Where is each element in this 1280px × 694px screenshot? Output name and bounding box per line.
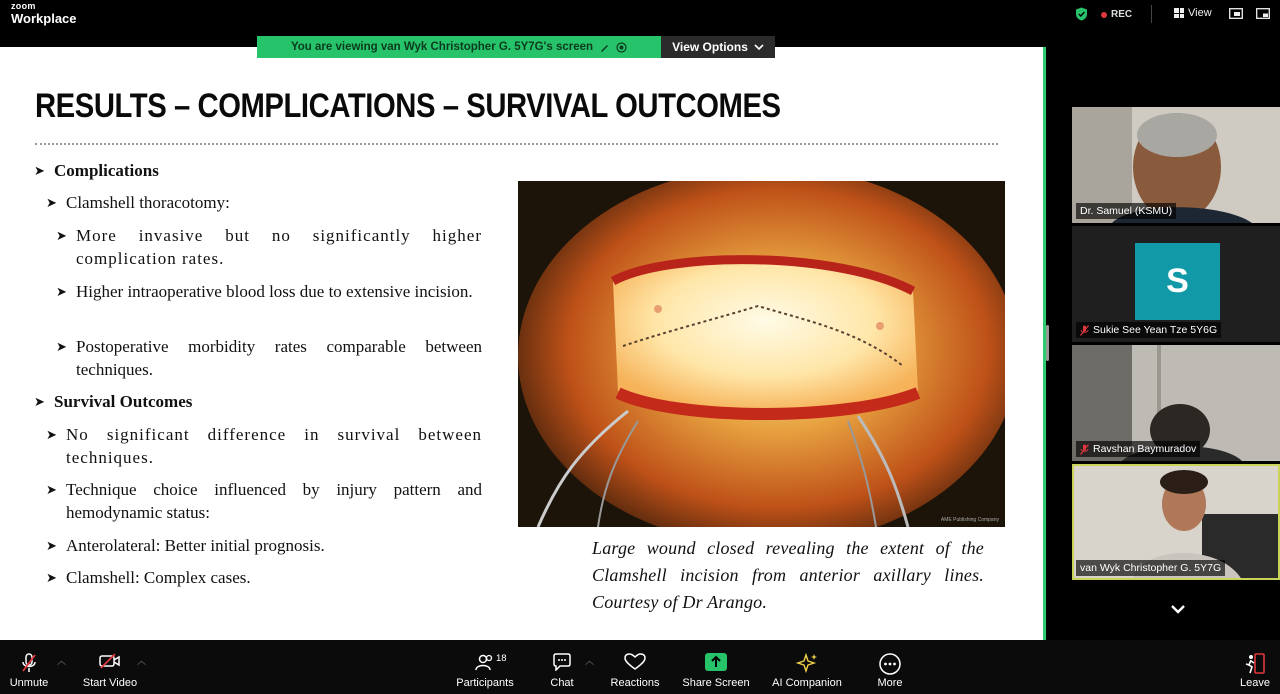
bullet-item: ➤ More invasive but no significantly higher complication rates. (56, 226, 482, 268)
brand-bottom: Workplace (11, 11, 77, 26)
chat-button[interactable]: Chat (542, 640, 582, 694)
view-label: View (1188, 7, 1212, 19)
avatar: S (1135, 243, 1220, 320)
ai-companion-button[interactable]: AI Companion (768, 640, 846, 694)
bullet-item: ➤ Technique choice influenced by injury pattern and hemodynamic status: (46, 480, 482, 522)
participant-name-tag: Ravshan Baymuradov (1076, 441, 1200, 457)
arrow-bullet-icon: ➤ (46, 427, 58, 442)
participants-icon (475, 653, 495, 671)
video-options-caret-icon[interactable]: ︿ (137, 656, 147, 666)
bullet-item: ➤ Clamshell thoracotomy: (46, 193, 230, 212)
arrow-bullet-icon: ➤ (56, 339, 67, 354)
recording-indicator[interactable] (1101, 9, 1132, 20)
bullet-item: ➤ Higher intraoperative blood loss due to extensive incision. (56, 282, 473, 301)
share-banner-text: You are viewing van Wyk Christopher G. 5Y7G's screen (290, 41, 594, 53)
zoom-logo (11, 2, 77, 25)
view-options-button[interactable] (661, 36, 775, 58)
participants-button[interactable]: Participants (452, 640, 518, 694)
photo-credit: AME Publishing Company (940, 517, 999, 523)
title-bar (0, 0, 1280, 36)
participant-name-tag: Dr. Samuel (KSMU) (1076, 203, 1176, 219)
sparkle-icon (796, 653, 818, 673)
leave-exit-icon (1244, 653, 1266, 675)
arrow-bullet-icon: ➤ (34, 394, 45, 409)
grid-view-icon (1174, 8, 1184, 18)
arrow-bullet-icon: ➤ (56, 284, 67, 299)
participant-tile[interactable] (1072, 107, 1280, 223)
photo-caption: Large wound closed revealing the extent of the Clamshell incision from anterior axillary lines. Courtesy of Dr Arango. (592, 538, 984, 612)
shield-check-icon[interactable] (1075, 7, 1088, 21)
chevron-down-icon[interactable] (1169, 602, 1187, 616)
participant-tile[interactable] (1072, 345, 1280, 461)
meeting-toolbar (0, 640, 1280, 694)
arrow-bullet-icon: ➤ (46, 538, 57, 553)
rec-label: REC (1111, 9, 1133, 20)
arrow-bullet-icon: ➤ (46, 482, 57, 497)
participant-tile-active-speaker[interactable] (1072, 464, 1280, 580)
participant-tile[interactable] (1072, 226, 1280, 342)
record-circle-icon[interactable] (616, 42, 627, 53)
slide-title: RESULTS – COMPLICATIONS – SURVIVAL OUTCOMES (35, 87, 781, 125)
share-screen-icon (705, 653, 727, 671)
brand-top: zoom (11, 1, 36, 11)
bullet-heading: ➤ Survival Outcomes (34, 392, 193, 411)
bullet-item: ➤ Clamshell: Complex cases. (46, 568, 251, 587)
unmute-button[interactable]: Unmute (0, 640, 58, 694)
participant-name-tag: Sukie See Yean Tze 5Y6G (1076, 322, 1221, 338)
mic-muted-icon (1080, 325, 1089, 336)
picture-in-picture-icon[interactable] (1229, 8, 1243, 19)
screen-share-banner (257, 36, 661, 58)
mic-muted-icon (21, 653, 37, 673)
arrow-bullet-icon: ➤ (46, 195, 57, 210)
clamshell-incision-image (518, 181, 1005, 527)
surgical-photo (518, 181, 1005, 527)
participant-name-tag: van Wyk Christopher G. 5Y7G (1076, 560, 1225, 576)
shared-screen[interactable] (0, 47, 1046, 640)
view-options-label: View Options (672, 40, 748, 54)
more-dots-icon (879, 653, 901, 675)
minimize-window-icon[interactable] (1256, 8, 1270, 19)
bullet-item: ➤ No significant difference in survival between techniques. (46, 425, 482, 467)
start-video-button[interactable]: Start Video (78, 640, 142, 694)
title-divider (35, 143, 998, 145)
video-off-icon (99, 653, 121, 669)
bullet-item: ➤ Anterolateral: Better initial prognosis. (46, 536, 325, 555)
more-button[interactable]: More (870, 640, 910, 694)
view-menu-button[interactable] (1174, 7, 1212, 19)
bullet-item: ➤ Postoperative morbidity rates comparable between techniques. (56, 337, 482, 379)
share-screen-button[interactable]: Share Screen (680, 640, 752, 694)
arrow-bullet-icon: ➤ (56, 228, 68, 243)
annotate-pen-icon[interactable] (599, 42, 610, 53)
leave-button[interactable]: Leave (1234, 640, 1276, 694)
participants-count-badge: 18 (496, 653, 507, 664)
mic-muted-icon (1080, 444, 1089, 455)
chat-bubble-icon (552, 653, 572, 671)
heart-icon (624, 653, 646, 671)
chevron-down-icon (754, 44, 764, 50)
bullet-heading: ➤ Complications (34, 161, 159, 180)
reactions-button[interactable]: Reactions (606, 640, 664, 694)
arrow-bullet-icon: ➤ (34, 163, 45, 178)
chat-options-caret-icon[interactable]: ︿ (585, 656, 595, 666)
record-dot-icon (1101, 12, 1107, 18)
divider (1151, 5, 1152, 23)
audio-options-caret-icon[interactable]: ︿ (57, 656, 67, 666)
arrow-bullet-icon: ➤ (46, 570, 57, 585)
panel-resize-handle[interactable] (1046, 325, 1049, 361)
